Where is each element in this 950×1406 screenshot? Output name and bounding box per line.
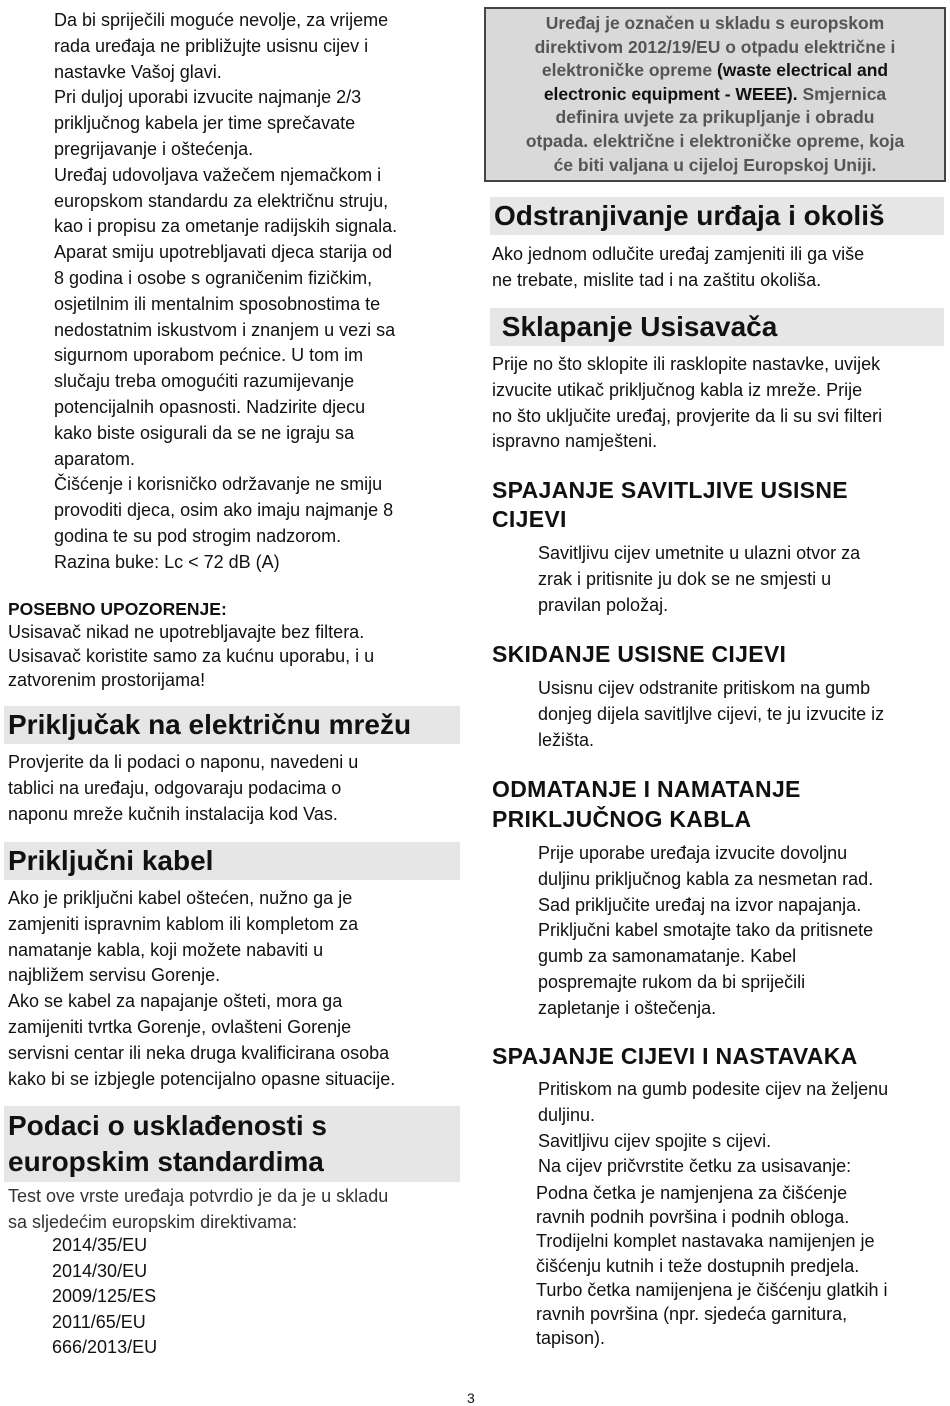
heading-power-cable: Priključni kabel [4, 842, 460, 880]
directive-item: 2011/65/EU [52, 1311, 146, 1332]
tubes-text-2: Podna četka je namjenjena za čišćenje ravnih podnih površina i podnih obloga. Trodijelni komplet nastavaka namijenjen je čišćenju kutnih i teže dostupnih predjela. Turbo četka namijenjena je čišćenju glatkih i ravnih površina (npr. sjedeća garnitura, tapison). [536, 1183, 888, 1349]
weee-text-1: Uređaj je označen u skladu s europskom direktivom 2012/19/EU o otpadu električne i elektroničke opreme [534, 13, 896, 81]
safety-paragraph-5: Čišćenje i korisničko održavanje ne smiju provoditi djeca, osim ako imaju najmanje 8 godina te su pod strogim nadzorom. [54, 474, 394, 546]
warning-title: POSEBNO UPOZORENJE: [8, 599, 227, 619]
heading-mains-connection: Priključak na električnu mrežu [4, 706, 460, 744]
tubes-text: Pritiskom na gumb podesite cijev na željenu duljinu. Savitljivu cijev spojite s cijevi. Na cijev pričvrstite četku za usisavanje: [538, 1079, 889, 1177]
mains-text: Provjerite da li podaci o naponu, navedeni u tablici na uređaju, odgovaraju podacima o naponu mreže kučnih instalacija kod Vas. [8, 752, 359, 824]
page-number: 3 [467, 1390, 475, 1406]
heading-disposal: Odstranjivanje urđaja i okoliš [490, 197, 944, 235]
disposal-text: Ako jednom odlučite uređaj zamjeniti ili ga više ne trebate, mislite tad i na zaštitu okoliša. [492, 244, 865, 290]
safety-paragraph-1: Da bi spriječili moguće nevolje, za vrijeme rada uređaja ne približujte usisnu cijev i nastavke Vašoj glavi. [54, 10, 389, 82]
hose-remove-text: Usisnu cijev odstranite pritiskom na gumb donjeg dijela savitljlve cijevi, te ju izvucite iz ležišta. [538, 678, 885, 750]
directive-item: 2014/30/EU [52, 1260, 148, 1281]
directive-item: 2009/125/ES [52, 1286, 157, 1307]
weee-text-3: Smjernica definira uvjete za prikupljanje i obradu otpada. električne i elektroničke opreme, koja će biti valjana u cijeloj Europskoj Uniji. [525, 83, 905, 175]
safety-paragraph-3: Uređaj udovoljava važečem njemačkom i europskom standardu za električnu struju, kao i propisu za ometanje radijskih signala. [54, 164, 398, 237]
cable-wind-text: Prije uporabe uređaja izvucite dovoljnu duljinu priključnog kabla za nesmetan rad. Sad priključite uređaj na izvor napajanja. Priključni kabel smotajte tako da pritisnete gumb za samonamatanje. Kabel pospremajte rukom da bi spriječili zapletanje i oštečenja. [538, 843, 874, 1018]
directive-item: 2014/35/EU [52, 1235, 148, 1255]
weee-notice-box [484, 7, 946, 182]
safety-paragraph-2: Pri duljoj uporabi izvucite najmanje 2/3 priključnog kabela jer time sprečavate pregrijavanje i oštećenja. [54, 87, 362, 159]
cable-text: Ako je priključni kabel oštećen, nužno ga je zamjeniti ispravnim kablom ili kompletom za namatanje kabla, koji možete nabaviti u najbližem servisu Gorenje. Ako se kabel za napajanje ošteti, mora ga zamijeniti tvrtka Gorenje, ovlašteni Gorenje servisni centar ili neka druga kvalificirana osoba kako bi se izbjegle potencijalno opasne situacije. [8, 888, 396, 1089]
hose-connect-text: Savitljivu cijev umetnite u ulazni otvor za zrak i pritisnite ju dok se ne smjesti u pravilan položaj. [538, 543, 861, 615]
conformity-text: Test ove vrste uređaja potvrdio je da je u skladu sa sljedećim europskim direktivama: [8, 1186, 389, 1232]
weee-text-2: (waste electrical and electronic equipment - WEEE). [543, 60, 889, 104]
heading-hose-remove: SKIDANJE USISNE CIJEVI [492, 641, 787, 667]
heading-tubes: SPAJANJE CIJEVI I NASTAVAKA [492, 1043, 858, 1069]
heading-hose-connect: SPAJANJE SAVITLJIVE USISNE CIJEVI [492, 477, 848, 532]
heading-conformity: Podaci o usklađenosti s europskim standardima [4, 1106, 460, 1182]
heading-cable-wind: ODMATANJE I NAMATANJE PRIKLJUČNOG KABLA [492, 776, 801, 832]
warning-text: Usisavač nikad ne upotrebljavajte bez filtera. Usisavač koristite samo za kućnu uporabu, i u zatvorenim prostorijama! [8, 622, 375, 690]
directive-list [0, 1233, 157, 1361]
directive-item: 666/2013/EU [52, 1337, 158, 1358]
heading-assembly: Sklapanje Usisavača [490, 308, 944, 346]
assembly-text: Prije no što sklopite ili rasklopite nastavke, uvijek izvucite utikač priključnog kabla iz mreže. Prije no što uključite uređaj, provjerite da li su svi filteri ispravno namješteni. [492, 354, 883, 452]
safety-paragraph-4: Aparat smiju upotrebljavati djeca starija od 8 godina i osobe s ograničenim fizičkim, osjetilnim ili mentalnim sposobnostima te nedostatnim iskustvom i znanjem u vezi sa sigurnom uporabom pećnice. U tom im slučaju treba omogućiti razumijevanje potencijalnih opasnosti. Nadzirite djecu kako biste osigurali da se ne igraju sa aparatom. [54, 242, 396, 469]
noise-level: Razina buke: Lc < 72 dB (A) [54, 551, 280, 572]
